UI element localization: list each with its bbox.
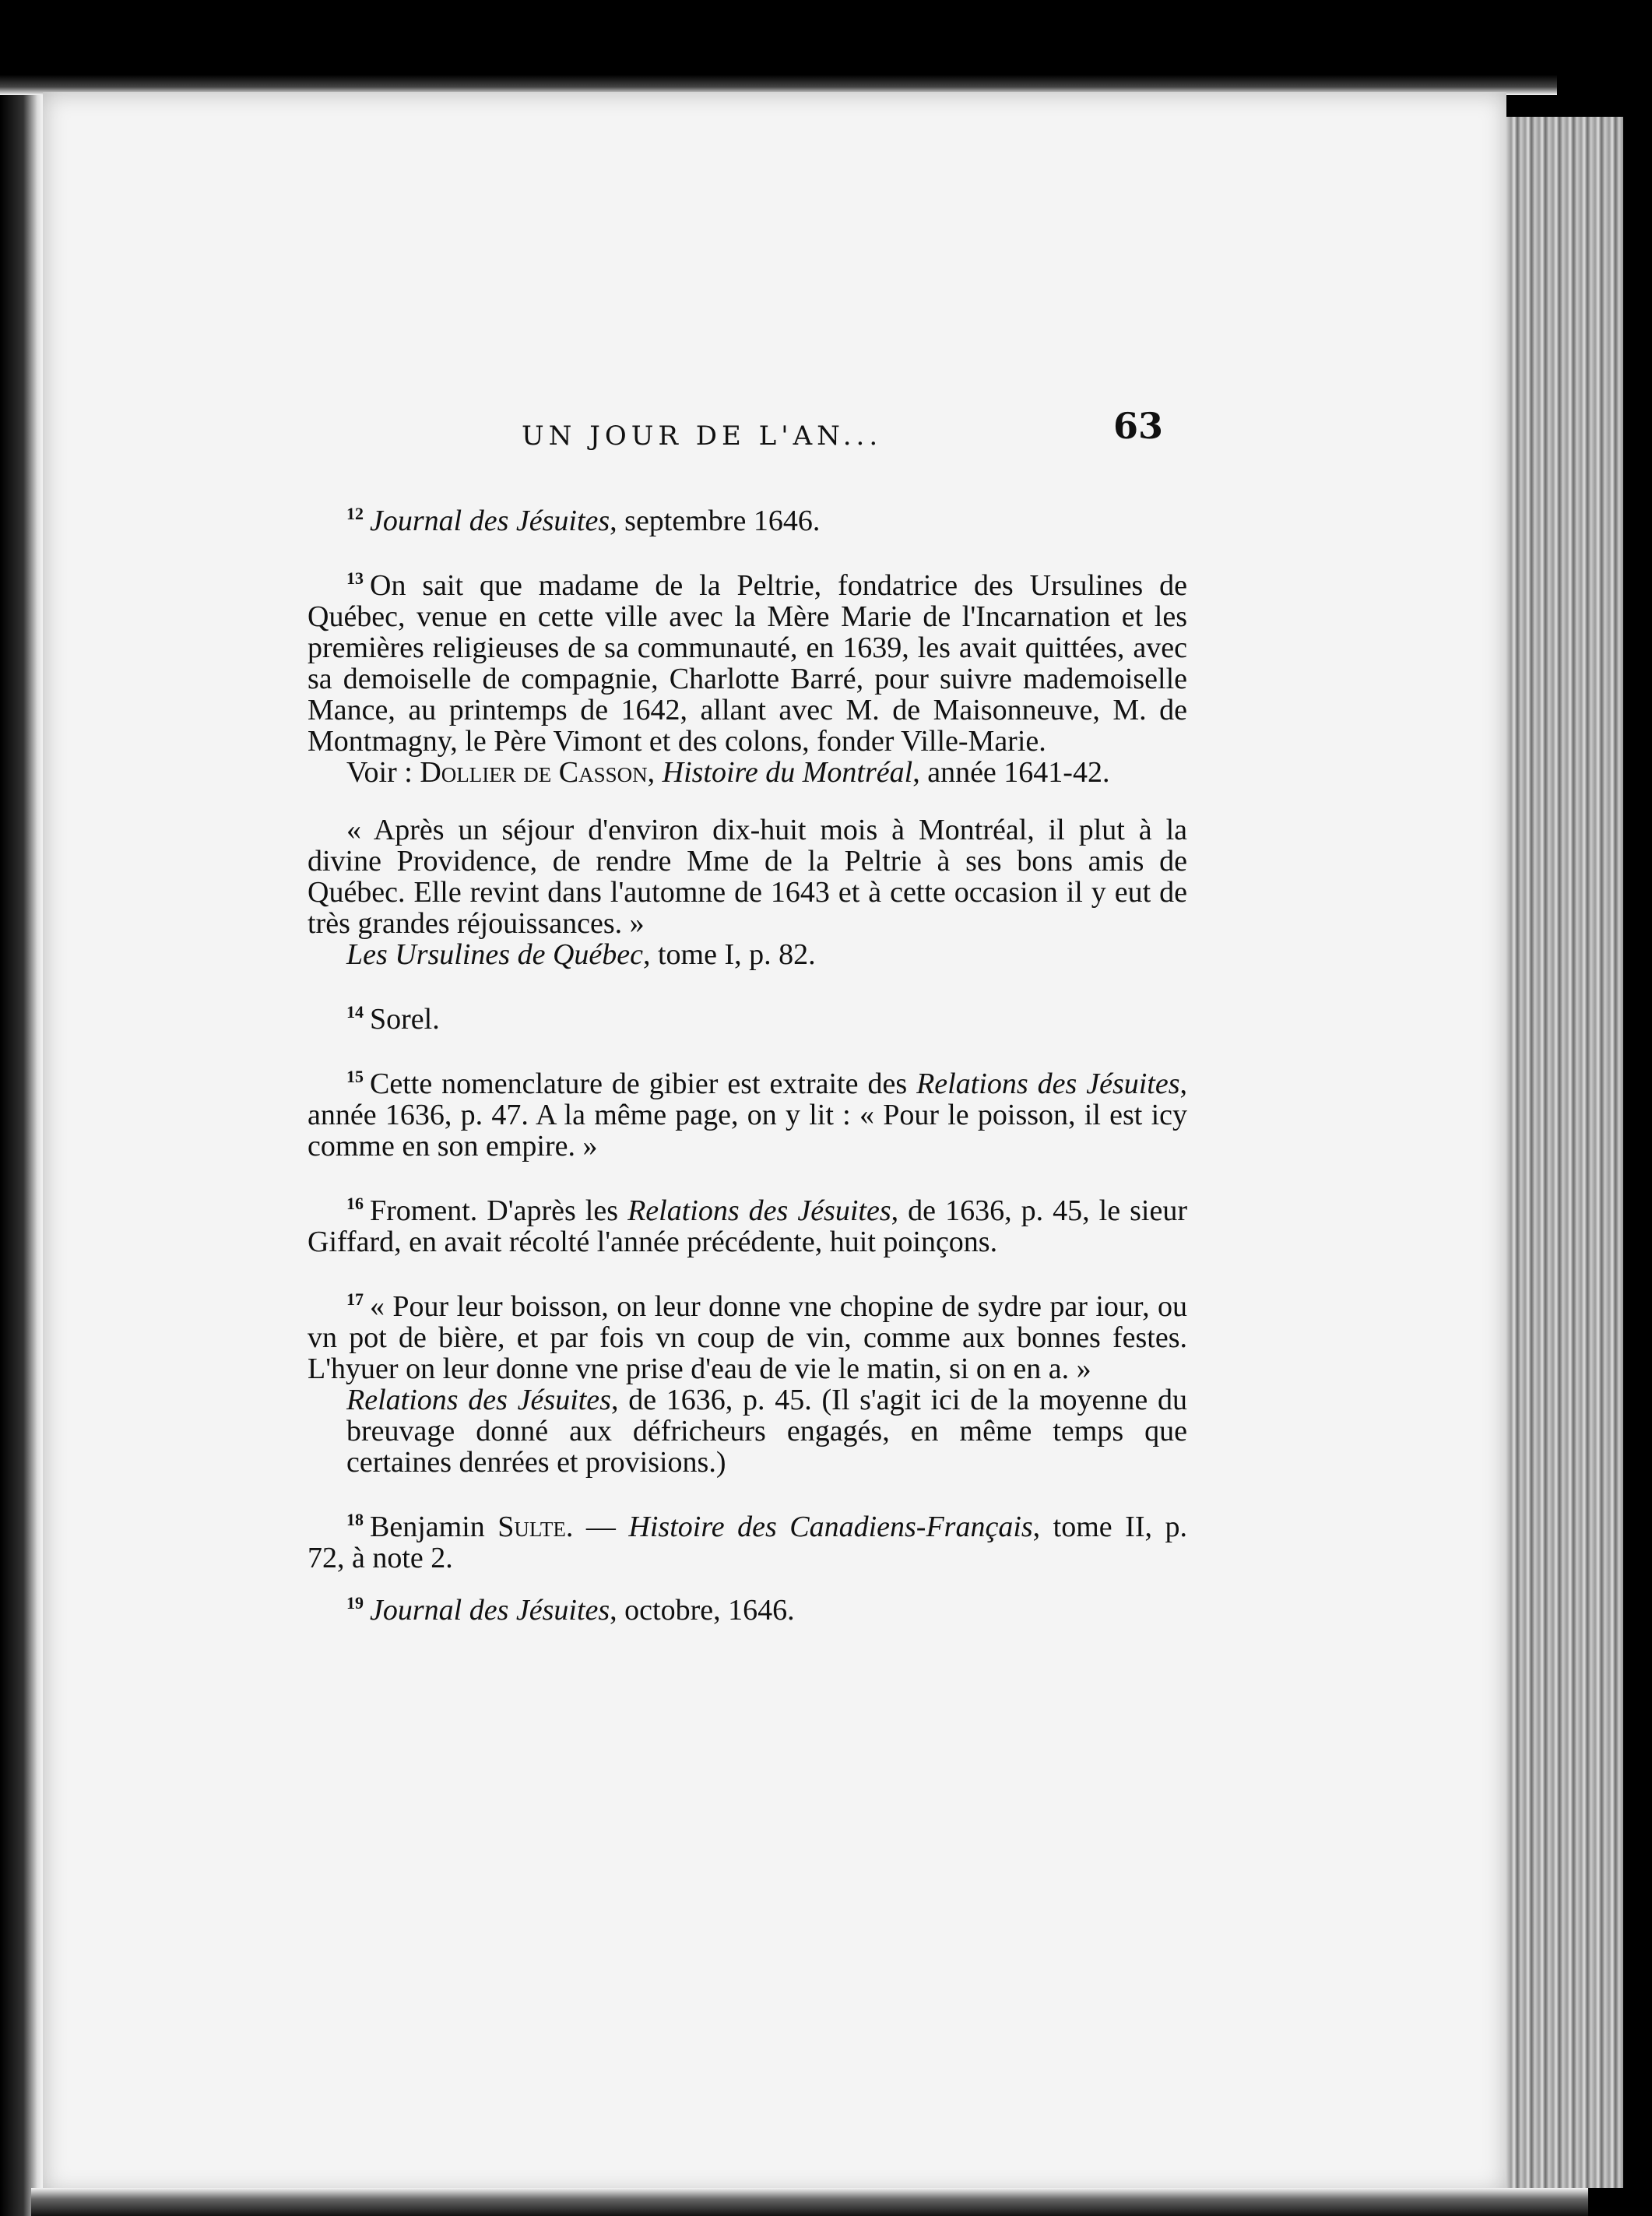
footnote-number: 15 xyxy=(346,1067,364,1086)
footnote-paragraph xyxy=(308,563,1187,757)
italic-title: Histoire des Canadiens-Français xyxy=(628,1511,1033,1543)
footnote-number: 17 xyxy=(346,1289,364,1309)
italic-title: Journal des Jésuites xyxy=(370,1594,610,1627)
footnote-text: , octobre, 1646. xyxy=(610,1594,795,1627)
footnote-text: , xyxy=(647,756,663,789)
footnotes xyxy=(308,498,1187,1652)
footnote-12 xyxy=(308,498,1187,536)
footnote-paragraph xyxy=(308,1188,1187,1257)
footnote-15 xyxy=(308,1061,1187,1162)
italic-title: Relations des Jésuites xyxy=(627,1194,891,1227)
footnote-text: Cette nomenclature de gibier est extraite des xyxy=(370,1068,917,1100)
footnote-text: , tome I, p. 82. xyxy=(642,938,816,971)
footnote-text: . — xyxy=(565,1511,629,1543)
italic-title: Histoire du Montréal xyxy=(662,756,913,789)
footnote-number: 19 xyxy=(346,1593,364,1613)
footnote-paragraph xyxy=(308,1504,1187,1574)
book-binding xyxy=(0,78,43,2216)
footnote-13 xyxy=(308,563,1187,970)
footnote-number: 12 xyxy=(346,504,364,523)
footnote-text: Voir : xyxy=(346,756,420,789)
bottom-edge xyxy=(31,2188,1588,2216)
footnote-text: , année 1641-42. xyxy=(912,756,1110,789)
footnote-text: , septembre 1646. xyxy=(610,505,821,537)
footnote-number: 13 xyxy=(346,568,364,588)
footnote-text: , de 1636, p. 45, le sieur Giffard, en avait récolté l'année précédente, huit poinçons. xyxy=(308,1194,1188,1258)
footnote-paragraph xyxy=(308,814,1187,939)
footnote-14 xyxy=(308,997,1187,1035)
footnote-paragraph xyxy=(308,1284,1187,1384)
footnote-paragraph xyxy=(308,1061,1187,1162)
footnote-text: , de 1636, p. 45. (Il s'agit ici de la moyenne du breuvage donné aux défricheurs engagés, en même temps que certaines denrées et provisions.) xyxy=(346,1384,1187,1479)
footnote-number: 14 xyxy=(346,1002,364,1022)
footnote-paragraph xyxy=(308,939,1187,970)
italic-title: Journal des Jésuites xyxy=(370,505,610,537)
footnote-text: « Pour leur boisson, on leur donne vne chopine de sydre par iour, ou vn pot de bière, et par fois vn coup de vin, comme aux bonnes festes. L'hyuer on leur donne vne prise d'eau de vie le matin, si on en a. » xyxy=(308,1290,1187,1385)
footnote-text: Dollier de Casson xyxy=(420,756,648,789)
footnote-18 xyxy=(308,1504,1187,1574)
italic-title: Les Ursulines de Québec xyxy=(346,938,643,971)
footnote-text: Sulte xyxy=(497,1511,566,1543)
italic-title: Relations des Jésuites xyxy=(346,1384,611,1416)
footnote-text: On sait que madame de la Peltrie, fondatrice des Ursulines de Québec, venue en cette ville avec la Mère Marie de l'Incarnation et les premières religieuses de sa communauté, en 1639, les avait quittées, avec sa demoiselle de compagnie, Charlotte Barré, pour suivre mademoiselle Mance, au printemps de 1642, allant avec M. de Maisonneuve, M. de Montmagny, le Père Vimont et des colons, fonder Ville-Marie. xyxy=(308,569,1187,758)
footnote-17 xyxy=(308,1284,1187,1478)
footnote-16 xyxy=(308,1188,1187,1257)
footnote-paragraph xyxy=(308,1588,1187,1626)
page-number: 63 xyxy=(1113,405,1164,447)
footnote-paragraph xyxy=(308,1384,1187,1478)
footnote-paragraph xyxy=(308,757,1187,788)
footnote-text: Benjamin xyxy=(370,1511,498,1543)
footnote-paragraph xyxy=(308,498,1187,536)
page-edges xyxy=(1506,117,1623,2188)
footnote-number: 18 xyxy=(346,1510,364,1529)
footnote-text: , année 1636, p. 47. A la même page, on y lit : « Pour le poisson, il est icy comme en son empire. » xyxy=(308,1068,1188,1163)
footnote-number: 16 xyxy=(346,1194,364,1213)
footnote-text: Froment. D'après les xyxy=(370,1194,628,1227)
footnote-paragraph xyxy=(308,997,1187,1035)
running-head: UN JOUR DE L'AN... xyxy=(522,420,883,452)
footnote-text: , tome II, p. 72, à note 2. xyxy=(308,1511,1187,1574)
footnote-19 xyxy=(308,1588,1187,1626)
footnote-text: « Après un séjour d'environ dix-huit mois à Montréal, il plut à la divine Providence, de rendre Mme de la Peltrie à ses bons amis de Québec. Elle revint dans l'automne de 1643 et à cette occasion il y eut de très grandes réjouissances. » xyxy=(308,814,1187,940)
footnote-text: Sorel. xyxy=(370,1003,440,1036)
italic-title: Relations des Jésuites xyxy=(916,1068,1180,1100)
